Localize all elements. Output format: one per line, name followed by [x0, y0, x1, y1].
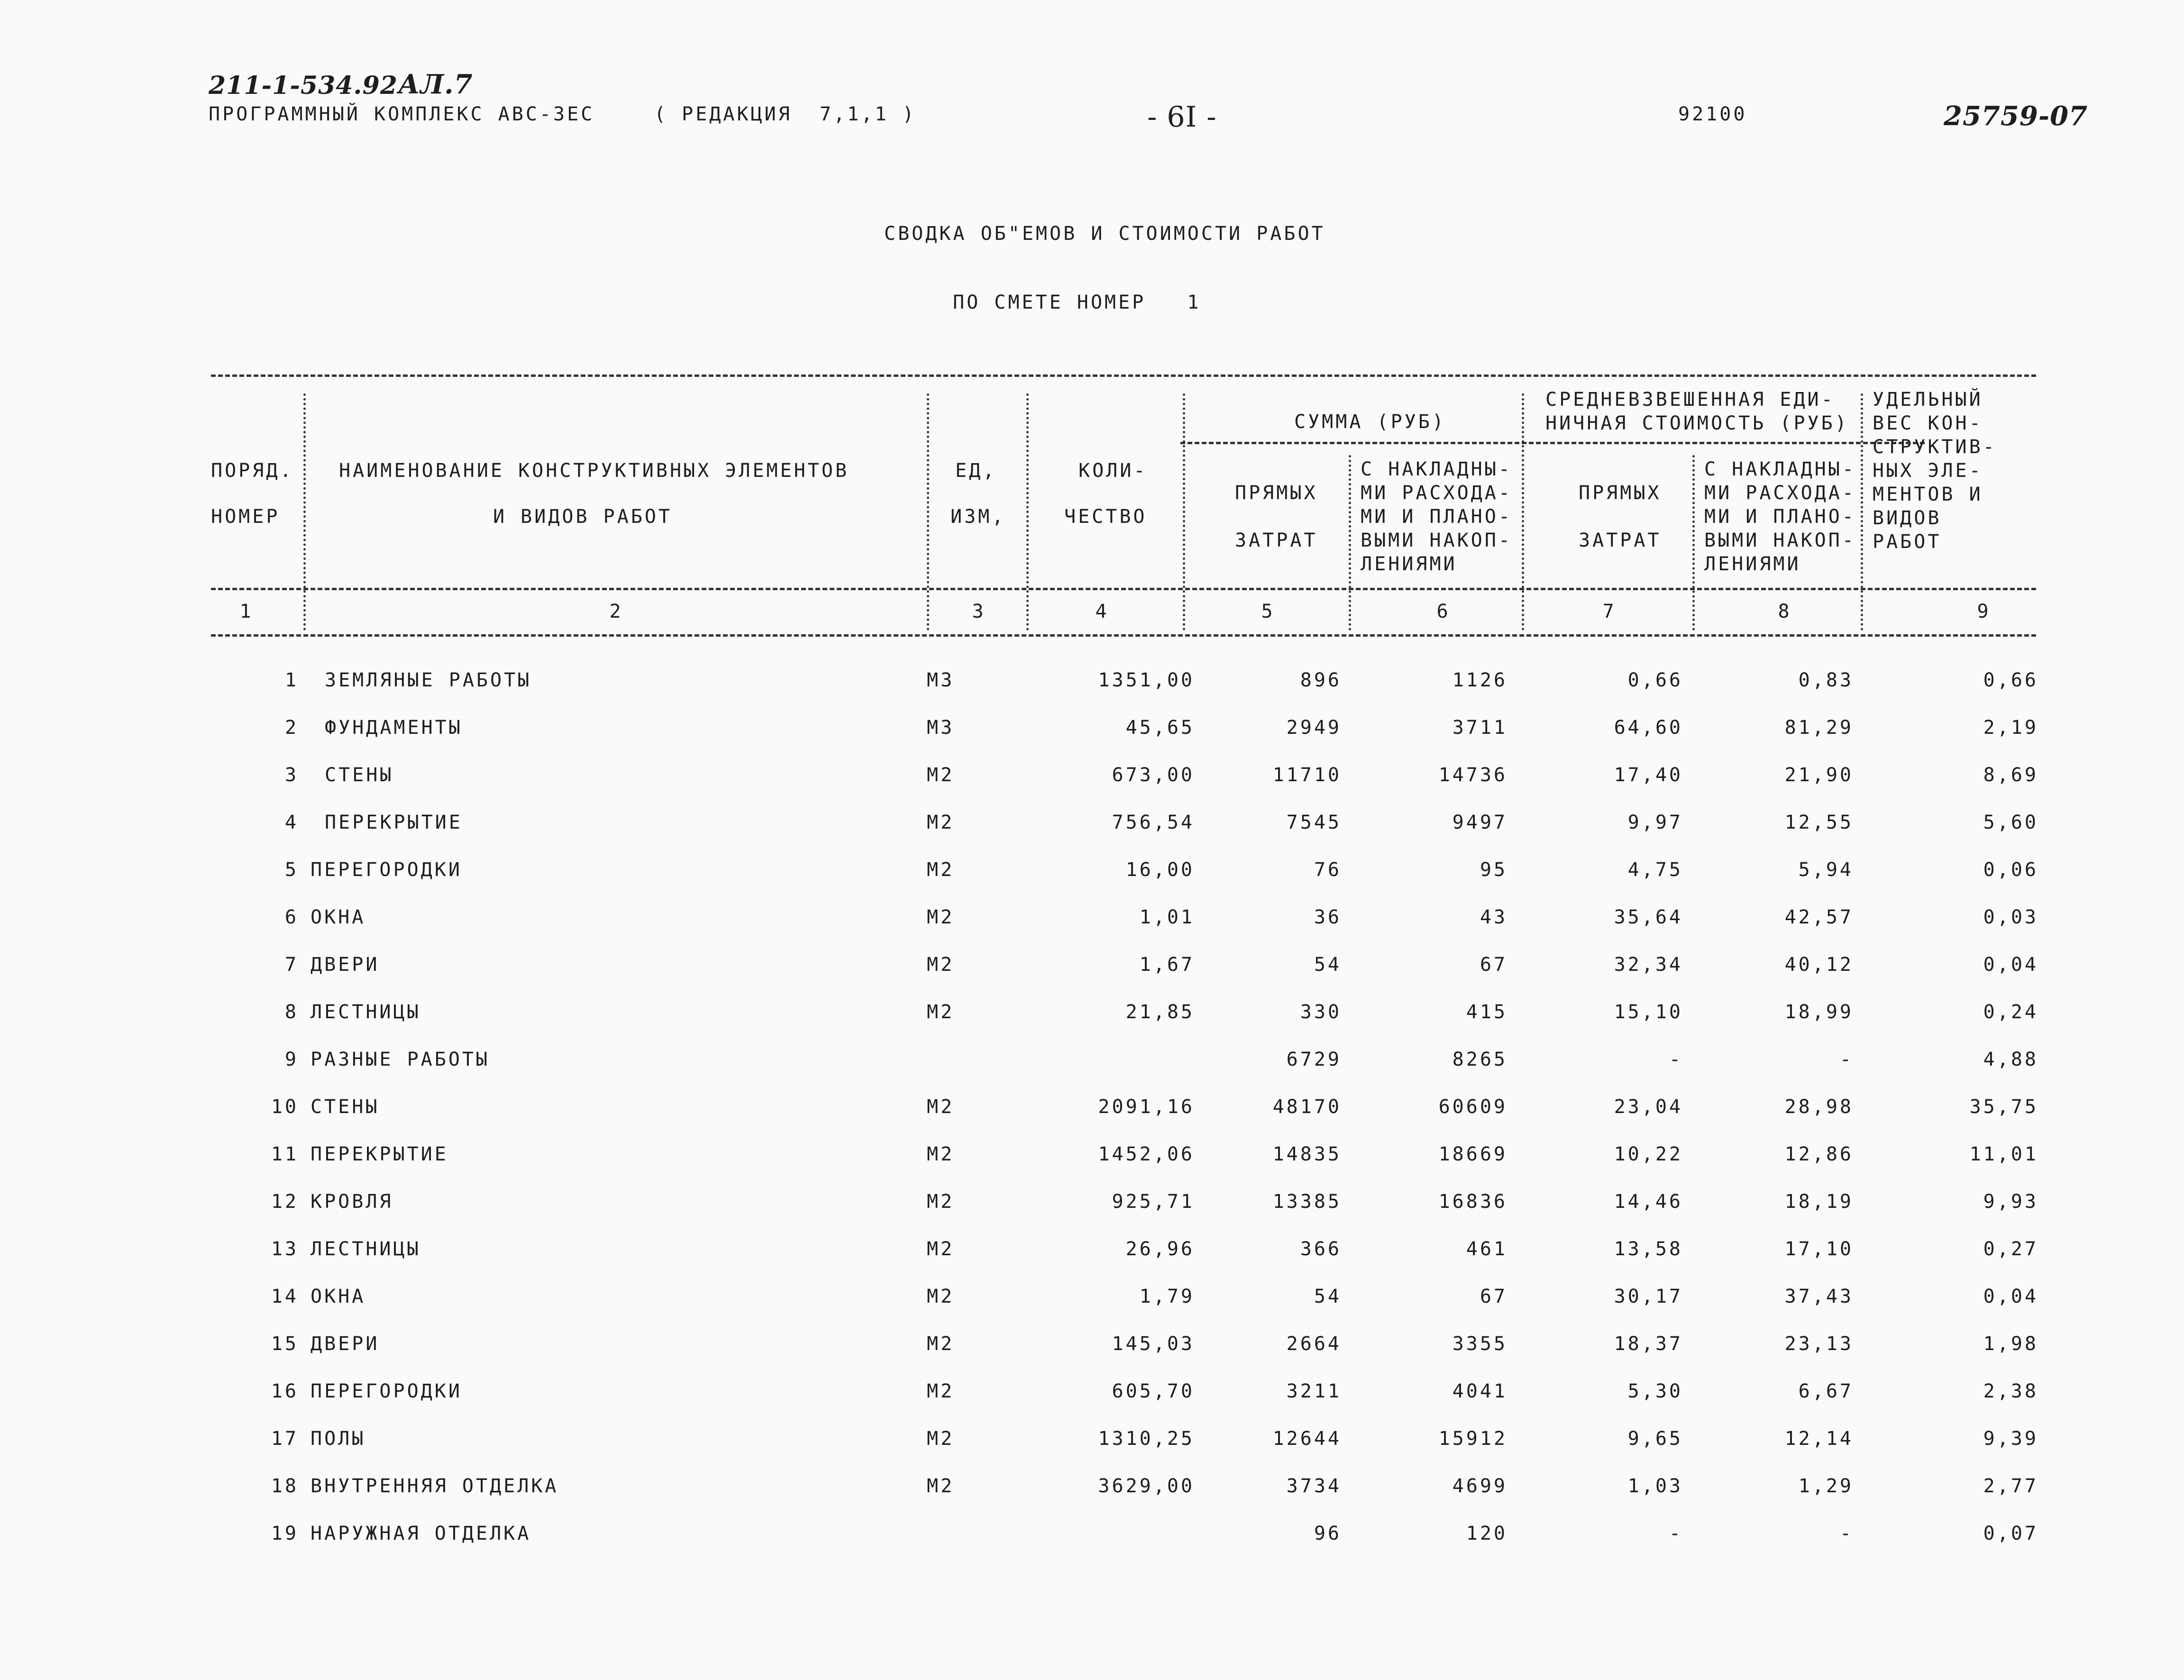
- row-avg-direct: 9,97: [1627, 812, 1683, 833]
- row-unit: М2: [927, 1428, 955, 1450]
- row-avg-direct: 13,58: [1614, 1238, 1683, 1260]
- row-direct-cost: 330: [1300, 1001, 1342, 1023]
- row-quantity: 16,00: [1125, 859, 1195, 881]
- page-number: - 6I -: [1147, 100, 1217, 134]
- table-row: [0, 905, 2184, 943]
- row-overhead-cost: 67: [1480, 954, 1508, 976]
- col9-header-line7: РАБОТ: [1873, 531, 1942, 553]
- row-overhead-cost: 9497: [1452, 812, 1508, 833]
- avg-group-rule: [1522, 442, 1925, 444]
- row-name: ФУНДАМЕНТЫ: [325, 717, 463, 739]
- row-number: 4: [284, 812, 299, 833]
- edition: ( РЕДАКЦИЯ 7,1,1 ): [654, 103, 916, 125]
- row-overhead-cost: 16836: [1438, 1191, 1508, 1213]
- col6-header-line4: ВЫМИ НАКОП-: [1361, 530, 1512, 551]
- row-quantity: 26,96: [1125, 1238, 1195, 1260]
- col8-header-line5: ЛЕНИЯМИ: [1704, 553, 1801, 575]
- col6-header-line5: ЛЕНИЯМИ: [1361, 553, 1457, 575]
- row-unit: М2: [927, 906, 955, 928]
- row-avg-overhead: 42,57: [1784, 906, 1854, 928]
- row-quantity: 45,65: [1125, 717, 1195, 739]
- col-separator: [927, 393, 929, 630]
- row-number: 1: [284, 669, 299, 691]
- row-share: 0,03: [1983, 906, 2038, 928]
- row-avg-direct: 35,64: [1614, 906, 1683, 928]
- row-quantity: 1,79: [1139, 1286, 1195, 1307]
- row-avg-overhead: 23,13: [1784, 1333, 1854, 1355]
- row-unit: М2: [927, 1096, 955, 1118]
- row-unit: М2: [927, 1286, 955, 1307]
- row-unit: М3: [927, 717, 955, 739]
- row-overhead-cost: 3711: [1452, 717, 1508, 739]
- code-1: 92100: [1678, 103, 1747, 125]
- program-name: ПРОГРАММНЫЙ КОМПЛЕКС АВС-3ЕС: [209, 103, 595, 125]
- row-quantity: 1310,25: [1098, 1428, 1195, 1450]
- row-share: 0,66: [1983, 669, 2038, 691]
- sum-group-header: СУММА (РУБ): [1294, 411, 1446, 433]
- row-share: 8,69: [1983, 764, 2038, 786]
- row-direct-cost: 366: [1300, 1238, 1342, 1260]
- row-quantity: 925,71: [1112, 1191, 1195, 1213]
- row-avg-direct: 30,17: [1614, 1286, 1683, 1307]
- col7-header-line1: ПРЯМЫХ: [1579, 482, 1662, 504]
- col9-header-line4: НЫХ ЭЛЕ-: [1873, 460, 1983, 482]
- row-direct-cost: 36: [1314, 906, 1342, 928]
- row-number: 12: [271, 1191, 299, 1213]
- table-row: [0, 1048, 2184, 1086]
- row-direct-cost: 3734: [1286, 1475, 1342, 1497]
- col-number: 7: [1602, 601, 1617, 622]
- row-number: 2: [284, 717, 299, 739]
- col3-header-line1: ЕД,: [955, 460, 997, 482]
- row-quantity: 145,03: [1112, 1333, 1195, 1355]
- row-name: ЛЕСТНИЦЫ: [311, 1001, 421, 1023]
- col-separator: [1861, 393, 1863, 630]
- col5-header-line1: ПРЯМЫХ: [1235, 482, 1318, 504]
- row-share: 0,04: [1983, 954, 2038, 976]
- row-direct-cost: 3211: [1286, 1380, 1342, 1402]
- col2-header-line1: НАИМЕНОВАНИЕ КОНСТРУКТИВНЫХ ЭЛЕМЕНТОВ: [339, 460, 850, 482]
- row-unit: М2: [927, 812, 955, 833]
- col-number: 9: [1977, 601, 1991, 622]
- row-avg-direct: 64,60: [1614, 717, 1683, 739]
- row-share: 0,24: [1983, 1001, 2038, 1023]
- table-row: [0, 763, 2184, 801]
- row-unit: М3: [927, 669, 955, 691]
- row-avg-overhead: 18,19: [1784, 1191, 1854, 1213]
- row-share: 11,01: [1969, 1143, 2038, 1165]
- doc-code: 211-1-534.92: [209, 71, 398, 100]
- code-2: 25759-07: [1944, 100, 2088, 132]
- row-name: ПЕРЕГОРОДКИ: [311, 1380, 462, 1402]
- row-share: 0,06: [1983, 859, 2038, 881]
- row-quantity: 2091,16: [1098, 1096, 1195, 1118]
- row-share: 1,98: [1983, 1333, 2038, 1355]
- row-overhead-cost: 3355: [1452, 1333, 1508, 1355]
- row-direct-cost: 54: [1314, 1286, 1342, 1307]
- row-number: 8: [284, 1001, 299, 1023]
- col-number: 4: [1095, 601, 1109, 622]
- table-row: [0, 1379, 2184, 1417]
- row-overhead-cost: 95: [1480, 859, 1508, 881]
- row-share: 4,88: [1983, 1049, 2038, 1070]
- row-unit: М2: [927, 1333, 955, 1355]
- col-number: 1: [239, 601, 254, 622]
- row-avg-direct: 18,37: [1614, 1333, 1683, 1355]
- row-overhead-cost: 461: [1466, 1238, 1508, 1260]
- col8-header-line2: МИ РАСХОДА-: [1704, 482, 1856, 504]
- row-name: ДВЕРИ: [311, 1333, 380, 1355]
- header-bottom-rule: [211, 588, 2036, 590]
- row-number: 11: [271, 1143, 299, 1165]
- row-unit: М2: [927, 954, 955, 976]
- row-avg-overhead: 18,99: [1784, 1001, 1854, 1023]
- row-avg-overhead: 17,10: [1784, 1238, 1854, 1260]
- row-avg-direct: 0,66: [1627, 669, 1683, 691]
- table-row: [0, 1522, 2184, 1560]
- row-direct-cost: 896: [1300, 669, 1342, 691]
- row-name: ВНУТРЕННЯЯ ОТДЕЛКА: [311, 1475, 559, 1497]
- row-direct-cost: 2664: [1286, 1333, 1342, 1355]
- row-quantity: 1351,00: [1098, 669, 1195, 691]
- col6-header-line3: МИ И ПЛАНО-: [1361, 506, 1512, 528]
- row-name: СТЕНЫ: [311, 1096, 380, 1118]
- row-avg-direct: 17,40: [1614, 764, 1683, 786]
- row-quantity: 3629,00: [1098, 1475, 1195, 1497]
- row-unit: М2: [927, 1238, 955, 1260]
- row-direct-cost: 6729: [1286, 1049, 1342, 1070]
- row-avg-overhead: 0,83: [1798, 669, 1854, 691]
- col-separator: [1522, 393, 1524, 630]
- row-name: ЛЕСТНИЦЫ: [311, 1238, 421, 1260]
- row-unit: М2: [927, 1475, 955, 1497]
- col9-header-line2: ВЕС КОН-: [1873, 412, 1983, 434]
- row-number: 16: [271, 1380, 299, 1402]
- row-number: 7: [284, 954, 299, 976]
- header-top-rule: [211, 374, 2036, 377]
- row-quantity: 1452,06: [1098, 1143, 1195, 1165]
- row-name: ПЕРЕКРЫТИЕ: [325, 812, 463, 833]
- row-number: 18: [271, 1475, 299, 1497]
- page-title: СВОДКА ОБ"ЕМОВ И СТОИМОСТИ РАБОТ: [884, 223, 1325, 245]
- table-row: [0, 1427, 2184, 1465]
- row-direct-cost: 48170: [1272, 1096, 1342, 1118]
- row-unit: М2: [927, 859, 955, 881]
- row-unit: М2: [927, 764, 955, 786]
- row-direct-cost: 54: [1314, 954, 1342, 976]
- row-quantity: 673,00: [1112, 764, 1195, 786]
- row-number: 9: [284, 1049, 299, 1070]
- row-avg-overhead: -: [1839, 1049, 1854, 1070]
- col-separator: [303, 393, 306, 630]
- row-number: 10: [271, 1096, 299, 1118]
- col6-header-line2: МИ РАСХОДА-: [1361, 482, 1512, 504]
- col3-header-line2: ИЗМ,: [950, 506, 1006, 528]
- col7-header-line2: ЗАТРАТ: [1579, 530, 1662, 551]
- col-number: 2: [609, 601, 623, 622]
- row-avg-overhead: 6,67: [1798, 1380, 1854, 1402]
- row-avg-overhead: -: [1839, 1523, 1854, 1544]
- table-row: [0, 1000, 2184, 1038]
- row-direct-cost: 12644: [1272, 1428, 1342, 1450]
- col4-header-line2: ЧЕСТВО: [1064, 506, 1147, 528]
- table-row: [0, 1237, 2184, 1275]
- row-quantity: 1,67: [1139, 954, 1195, 976]
- row-avg-direct: -: [1669, 1049, 1683, 1070]
- col-number: 6: [1436, 601, 1451, 622]
- row-name: СТЕНЫ: [325, 764, 394, 786]
- col6-header-line1: С НАКЛАДНЫ-: [1361, 458, 1512, 480]
- avg-group-header-line1: СРЕДНЕВЗВЕШЕННАЯ ЕДИ-: [1545, 389, 1835, 411]
- album-code: АЛ.7: [398, 69, 473, 100]
- col-separator: [1026, 393, 1029, 630]
- col5-header-line2: ЗАТРАТ: [1235, 530, 1318, 551]
- row-avg-direct: 5,30: [1627, 1380, 1683, 1402]
- row-avg-overhead: 81,29: [1784, 717, 1854, 739]
- row-share: 2,19: [1983, 717, 2038, 739]
- row-name: ДВЕРИ: [311, 954, 380, 976]
- row-share: 35,75: [1969, 1096, 2038, 1118]
- row-name: РАЗНЫЕ РАБОТЫ: [311, 1049, 490, 1070]
- row-quantity: 1,01: [1139, 906, 1195, 928]
- row-overhead-cost: 15912: [1438, 1428, 1508, 1450]
- row-unit: М2: [927, 1143, 955, 1165]
- row-quantity: 21,85: [1125, 1001, 1195, 1023]
- col-numbers-rule: [211, 634, 2036, 637]
- row-direct-cost: 2949: [1286, 717, 1342, 739]
- row-avg-direct: 15,10: [1614, 1001, 1683, 1023]
- row-avg-overhead: 12,55: [1784, 812, 1854, 833]
- table-row: [0, 953, 2184, 991]
- row-name: ОКНА: [311, 1286, 366, 1307]
- col-separator: [1183, 393, 1185, 630]
- row-share: 0,04: [1983, 1286, 2038, 1307]
- row-avg-overhead: 28,98: [1784, 1096, 1854, 1118]
- row-avg-overhead: 12,14: [1784, 1428, 1854, 1450]
- row-name: КРОВЛЯ: [311, 1191, 393, 1213]
- row-direct-cost: 76: [1314, 859, 1342, 881]
- col1-header-line2: НОМЕР: [211, 506, 280, 528]
- row-number: 6: [284, 906, 299, 928]
- col2-header-line2: И ВИДОВ РАБОТ: [493, 506, 673, 528]
- row-direct-cost: 14835: [1272, 1143, 1342, 1165]
- row-avg-overhead: 37,43: [1784, 1286, 1854, 1307]
- page-subtitle: ПО СМЕТЕ НОМЕР 1: [953, 292, 1201, 313]
- row-avg-direct: 32,34: [1614, 954, 1683, 976]
- col-number: 3: [972, 601, 986, 622]
- table-row: [0, 716, 2184, 754]
- row-avg-overhead: 21,90: [1784, 764, 1854, 786]
- row-overhead-cost: 1126: [1452, 669, 1508, 691]
- row-avg-overhead: 5,94: [1798, 859, 1854, 881]
- row-overhead-cost: 18669: [1438, 1143, 1508, 1165]
- row-avg-direct: 14,46: [1614, 1191, 1683, 1213]
- row-direct-cost: 11710: [1272, 764, 1342, 786]
- row-avg-direct: 1,03: [1627, 1475, 1683, 1497]
- row-share: 9,93: [1983, 1191, 2038, 1213]
- table-row: [0, 1142, 2184, 1180]
- row-overhead-cost: 67: [1480, 1286, 1508, 1307]
- row-unit: М2: [927, 1380, 955, 1402]
- row-name: НАРУЖНАЯ ОТДЕЛКА: [311, 1523, 531, 1544]
- col9-header-line3: СТРУКТИВ-: [1873, 436, 1997, 458]
- row-share: 0,07: [1983, 1523, 2038, 1544]
- table-row: [0, 811, 2184, 849]
- row-name: ЗЕМЛЯНЫЕ РАБОТЫ: [325, 669, 532, 691]
- col9-header-line5: МЕНТОВ И: [1873, 484, 1983, 505]
- col1-header-line1: ПОРЯД.: [211, 460, 294, 482]
- col9-header-line1: УДЕЛЬНЫЙ: [1873, 389, 1983, 411]
- row-share: 2,38: [1983, 1380, 2038, 1402]
- table-row: [0, 1474, 2184, 1512]
- avg-group-header-line2: НИЧНАЯ СТОИМОСТЬ (РУБ): [1545, 412, 1849, 434]
- row-number: 5: [284, 859, 299, 881]
- row-name: ПЕРЕГОРОДКИ: [311, 859, 462, 881]
- row-name: ПОЛЫ: [311, 1428, 366, 1450]
- row-number: 15: [271, 1333, 299, 1355]
- row-number: 17: [271, 1428, 299, 1450]
- col-separator: [1692, 455, 1695, 630]
- row-avg-direct: 4,75: [1627, 859, 1683, 881]
- row-quantity: 756,54: [1112, 812, 1195, 833]
- row-avg-direct: 23,04: [1614, 1096, 1683, 1118]
- row-unit: М2: [927, 1191, 955, 1213]
- table-row: [0, 1095, 2184, 1133]
- row-name: ПЕРЕКРЫТИЕ: [311, 1143, 448, 1165]
- table-row: [0, 1285, 2184, 1323]
- row-share: 0,27: [1983, 1238, 2038, 1260]
- row-quantity: 605,70: [1112, 1380, 1195, 1402]
- table-row: [0, 1332, 2184, 1370]
- row-avg-overhead: 40,12: [1784, 954, 1854, 976]
- row-number: 19: [271, 1523, 299, 1544]
- row-direct-cost: 7545: [1286, 812, 1342, 833]
- row-avg-overhead: 12,86: [1784, 1143, 1854, 1165]
- row-avg-direct: 9,65: [1627, 1428, 1683, 1450]
- table-row: [0, 858, 2184, 896]
- row-share: 5,60: [1983, 812, 2038, 833]
- row-avg-direct: 10,22: [1614, 1143, 1683, 1165]
- row-avg-overhead: 1,29: [1798, 1475, 1854, 1497]
- col8-header-line1: С НАКЛАДНЫ-: [1704, 458, 1856, 480]
- col-number: 5: [1261, 601, 1275, 622]
- row-overhead-cost: 415: [1466, 1001, 1508, 1023]
- row-overhead-cost: 4699: [1452, 1475, 1508, 1497]
- row-overhead-cost: 4041: [1452, 1380, 1508, 1402]
- col8-header-line4: ВЫМИ НАКОП-: [1704, 530, 1856, 551]
- row-share: 2,77: [1983, 1475, 2038, 1497]
- row-number: 3: [284, 764, 299, 786]
- row-unit: М2: [927, 1001, 955, 1023]
- row-direct-cost: 13385: [1272, 1191, 1342, 1213]
- row-name: ОКНА: [311, 906, 366, 928]
- row-avg-direct: -: [1669, 1523, 1683, 1544]
- row-share: 9,39: [1983, 1428, 2038, 1450]
- row-overhead-cost: 120: [1466, 1523, 1508, 1544]
- col9-header-line6: ВИДОВ: [1873, 507, 1942, 529]
- col4-header-line1: КОЛИ-: [1078, 460, 1148, 482]
- col-separator: [1349, 455, 1351, 630]
- row-number: 14: [271, 1286, 299, 1307]
- col-number: 8: [1778, 601, 1792, 622]
- table-row: [0, 668, 2184, 706]
- row-number: 13: [271, 1238, 299, 1260]
- row-overhead-cost: 8265: [1452, 1049, 1508, 1070]
- row-overhead-cost: 14736: [1438, 764, 1508, 786]
- table-row: [0, 1190, 2184, 1228]
- col8-header-line3: МИ И ПЛАНО-: [1704, 506, 1856, 528]
- row-direct-cost: 96: [1314, 1523, 1342, 1544]
- row-overhead-cost: 60609: [1438, 1096, 1508, 1118]
- row-overhead-cost: 43: [1480, 906, 1508, 928]
